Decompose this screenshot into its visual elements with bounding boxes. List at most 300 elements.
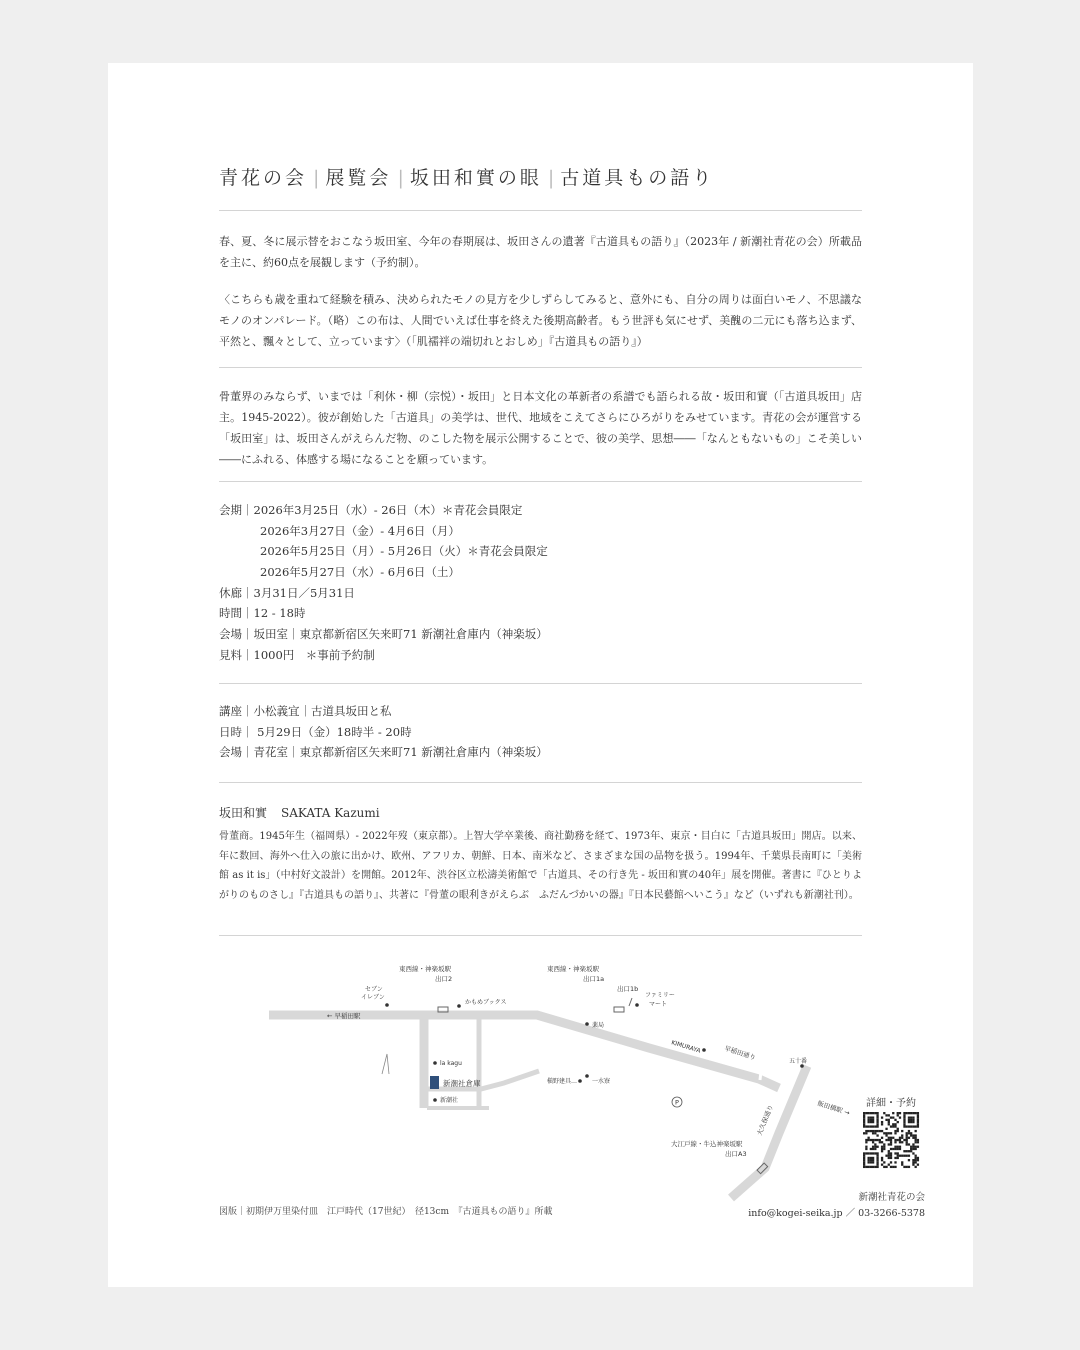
qr-module (867, 1119, 869, 1121)
qr-module (910, 1150, 912, 1152)
marker-dot (585, 1074, 589, 1078)
qr-module (897, 1148, 899, 1150)
qr-module (876, 1116, 878, 1118)
qr-module (901, 1141, 903, 1143)
qr-module (917, 1114, 919, 1116)
qr-code[interactable] (863, 1112, 919, 1168)
qr-module (906, 1143, 908, 1145)
schedule-venue: 会場｜坂田室｜東京都新宿区矢来町71 新潮社倉庫内（神楽坂） (219, 627, 548, 642)
qr-module (901, 1130, 903, 1132)
qr-module (906, 1139, 908, 1141)
qr-module (892, 1125, 894, 1127)
qr-module (908, 1132, 910, 1134)
qr-module (890, 1148, 892, 1150)
qr-module (899, 1116, 901, 1118)
qr-module (912, 1137, 914, 1139)
schedule-hours: 時間｜12 - 18時 (219, 606, 306, 621)
qr-module (881, 1121, 883, 1123)
qr-module (867, 1152, 869, 1154)
qr-module (908, 1159, 910, 1161)
qr-module (872, 1161, 874, 1163)
qr-module (915, 1130, 917, 1132)
qr-module (867, 1121, 869, 1123)
qr-module (894, 1119, 896, 1121)
qr-module (863, 1166, 865, 1168)
qr-module (915, 1146, 917, 1148)
bio-text: 骨董商。1945年生（福岡県）- 2022年歿（東京都）。上智大学卒業後、商社勤務を経て、1973年、東京・目白に「古道具坂田」開店。以来、年に数回、海外へ仕入の旅に出かけ、欧州、アフリカ、朝鮮、日本、南米など、さまざまな国の品物を扱う。1994年、千葉県長南町に「美術館 as it is」（中村好文設計）を開館。2012年、渋谷区立松濤美術館で「古道具、その行き先 - 坂田和實の40年」展を開催。著書に『ひとりよがりのものさし』『古道具もの語り』、共著に『骨董の眼利きがえらぶ ふだんづかいの器』『日本民藝館へいこう』など（いずれも新潮社刊）。 (219, 831, 862, 901)
qr-module (870, 1148, 872, 1150)
qr-module (867, 1112, 869, 1114)
qr-module (870, 1130, 872, 1132)
marker-dot (702, 1048, 706, 1052)
qr-module (867, 1116, 869, 1118)
marker-dot (433, 1061, 437, 1065)
qr-module (912, 1134, 914, 1136)
qr-module (888, 1157, 890, 1159)
qr-module (874, 1143, 876, 1145)
qr-module (881, 1137, 883, 1139)
qr-module (870, 1159, 872, 1161)
qr-module (872, 1125, 874, 1127)
qr-module (899, 1141, 901, 1143)
qr-module (876, 1121, 878, 1123)
qr-module (899, 1148, 901, 1150)
qr-module (903, 1114, 905, 1116)
qr-module (888, 1121, 890, 1123)
qr-module (910, 1112, 912, 1114)
qr-module (872, 1139, 874, 1141)
qr-module (917, 1139, 919, 1141)
qr-module (903, 1112, 905, 1114)
qr-module (915, 1166, 917, 1168)
qr-module (906, 1132, 908, 1134)
qr-module (865, 1132, 867, 1134)
qr-module (885, 1128, 887, 1130)
schedule-closed: 休廊｜3月31日／5月31日 (219, 585, 355, 600)
qr-module (876, 1155, 878, 1157)
qr-module (897, 1130, 899, 1132)
intro-paragraph: 春、夏、冬に展示替をおこなう坂田室、今年の春期展は、坂田さんの遺著『古道具もの語り』（2023年 / 新潮社青花の会）所載品を主に、約60点を展観します（予約制）。 (219, 235, 862, 269)
qr-module (901, 1161, 903, 1163)
qr-module (865, 1139, 867, 1141)
map-kamome: かもめブックス (465, 999, 507, 1006)
qr-module (899, 1139, 901, 1141)
qr-module (867, 1166, 869, 1168)
map-family-l2: マート (649, 1001, 668, 1008)
map-okubo-street: 大久保通り (755, 1103, 776, 1137)
qr-module (910, 1121, 912, 1123)
schedule-period-1: 会期｜2026年3月25日（水）- 26日（木）＊青花会員限定 (219, 503, 523, 517)
qr-module (912, 1119, 914, 1121)
qr-module (872, 1152, 874, 1154)
qr-module (917, 1146, 919, 1148)
qr-module (876, 1125, 878, 1127)
station-entrance-icon (614, 1007, 624, 1012)
qr-module (867, 1130, 869, 1132)
qr-module (915, 1139, 917, 1141)
map-seven-l1: セブン (365, 986, 383, 993)
qr-module (863, 1116, 865, 1118)
qr-module (897, 1146, 899, 1148)
map-waseda-station: ← 早稲田駅 (327, 1012, 361, 1020)
map-station2-exit1b: 出口1b (617, 985, 639, 993)
qr-module (917, 1164, 919, 1166)
map-kimuraya: KIMURAYA (670, 1039, 702, 1055)
qr-module (863, 1159, 865, 1161)
qr-module (897, 1128, 899, 1130)
map-station1-exit: 出口2 (435, 975, 453, 983)
map-seven-l2: イレブン (361, 994, 385, 1001)
qr-module (881, 1150, 883, 1152)
qr-module (899, 1137, 901, 1139)
qr-module (908, 1155, 910, 1157)
qr-module (888, 1114, 890, 1116)
qr-module (910, 1134, 912, 1136)
map-station2-exit1a: 出口1a (583, 975, 605, 983)
qr-module (910, 1125, 912, 1127)
qr-module (908, 1150, 910, 1152)
bio-name-ja: 坂田和實 (219, 806, 268, 820)
qr-module (872, 1141, 874, 1143)
qr-module (888, 1155, 890, 1157)
qr-module (879, 1130, 881, 1132)
qr-module (876, 1164, 878, 1166)
qr-module (872, 1119, 874, 1121)
qr-module (910, 1119, 912, 1121)
qr-module (897, 1112, 899, 1114)
qr-module (894, 1132, 896, 1134)
qr-module (876, 1112, 878, 1114)
qr-module (874, 1152, 876, 1154)
contact-block (748, 1190, 925, 1222)
quote-paragraph: 〈こちらも歳を重ねて経験を積み、決められたモノの見方を少しずらしてみると、意外にも、自分の周りは面白いモノ、不思議なモノのオンパレード。（略）この布は、人間でいえば仕事を終えた後期高齢者。もう世評も気にせず、美醜の二元にも落ち込まず、平然と、飄々として、立っています〉（「肌襦袢の端切れとおしめ」『古道具もの語り』） (219, 293, 862, 348)
bio-name-en: SAKATA Kazumi (281, 806, 380, 820)
qr-module (863, 1164, 865, 1166)
qr-module (892, 1148, 894, 1150)
qr-module (865, 1166, 867, 1168)
qr-module (903, 1166, 905, 1168)
map-iidabashi: 飯田橋駅 → (816, 1099, 851, 1118)
map-suien: 一水寮 (592, 1078, 611, 1085)
qr-module (897, 1152, 899, 1154)
qr-module (908, 1130, 910, 1132)
qr-module (872, 1116, 874, 1118)
marker-dot (635, 1003, 639, 1007)
qr-module (863, 1112, 865, 1114)
qr-module (890, 1125, 892, 1127)
qr-module (863, 1123, 865, 1125)
qr-module (912, 1125, 914, 1127)
map-pharmacy: 薬局 (592, 1022, 605, 1029)
schedule-period-3: 2026年5月25日（月）- 5月26日（火）＊青花会員限定 (260, 544, 548, 559)
qr-module (865, 1148, 867, 1150)
qr-module (888, 1132, 890, 1134)
qr-module (908, 1112, 910, 1114)
qr-module (908, 1137, 910, 1139)
qr-module (876, 1146, 878, 1148)
qr-module (915, 1161, 917, 1163)
qr-module (870, 1119, 872, 1121)
qr-module (906, 1166, 908, 1168)
qr-module (876, 1139, 878, 1141)
qr-module (890, 1155, 892, 1157)
qr-module (888, 1152, 890, 1154)
map-family-l1: ファミリー (645, 992, 675, 999)
qr-module (890, 1137, 892, 1139)
qr-module (890, 1132, 892, 1134)
figure-caption: 図版｜初期伊万里染付皿 江戸時代（17世紀） 径13cm 『古道具もの語り』所載 (219, 1207, 553, 1217)
qr-module (888, 1139, 890, 1141)
qr-module (892, 1166, 894, 1168)
qr-module (894, 1161, 896, 1163)
north-arrow-icon (382, 1054, 389, 1074)
qr-module (874, 1146, 876, 1148)
qr-module (865, 1146, 867, 1148)
qr-module (903, 1123, 905, 1125)
marker-dot (433, 1098, 437, 1102)
page-title: 青花の会 | 展覧会 | 坂田和實の眼 | 古道具もの語り (219, 167, 715, 189)
qr-module (883, 1132, 885, 1134)
divider (219, 210, 862, 211)
qr-module (912, 1148, 914, 1150)
qr-module (867, 1159, 869, 1161)
qr-module (876, 1123, 878, 1125)
schedule-period-2: 2026年3月27日（金）- 4月6日（月） (260, 523, 460, 538)
qr-module (867, 1157, 869, 1159)
qr-module (883, 1166, 885, 1168)
warehouse-icon (430, 1076, 439, 1089)
map-warehouse-label: 新潮社倉庫 (443, 1079, 481, 1088)
qr-module (894, 1125, 896, 1127)
qr-module (901, 1155, 903, 1157)
qr-module (874, 1139, 876, 1141)
map-tsukino: 槇野建具… (547, 1078, 578, 1085)
qr-module (912, 1121, 914, 1123)
qr-module (897, 1121, 899, 1123)
qr-module (906, 1112, 908, 1114)
divider (219, 683, 862, 684)
qr-module (894, 1166, 896, 1168)
contact-info: info@kogei-seika.jp ／ 03-3266-5378 (748, 1208, 925, 1219)
qr-module (903, 1116, 905, 1118)
qr-module (863, 1152, 865, 1154)
qr-module (897, 1139, 899, 1141)
lecture-venue: 会場｜青花室｜東京都新宿区矢来町71 新潮社倉庫内（神楽坂） (219, 745, 548, 760)
qr-module (917, 1159, 919, 1161)
divider (219, 935, 862, 936)
qr-module (890, 1141, 892, 1143)
map-oedo-exit: 出口A3 (725, 1150, 747, 1158)
qr-module (917, 1157, 919, 1159)
qr-module (863, 1119, 865, 1121)
qr-module (903, 1119, 905, 1121)
qr-module (908, 1143, 910, 1145)
lecture-datetime: 日時｜ 5月29日（金）18時半 - 20時 (219, 724, 412, 739)
qr-module (865, 1112, 867, 1114)
qr-module (901, 1137, 903, 1139)
qr-module (894, 1146, 896, 1148)
qr-module (906, 1137, 908, 1139)
qr-module (876, 1157, 878, 1159)
qr-module (892, 1137, 894, 1139)
qr-module (883, 1112, 885, 1114)
qr-module (917, 1119, 919, 1121)
qr-module (915, 1155, 917, 1157)
title-part-4: 古道具もの語り (560, 167, 715, 189)
qr-module (870, 1116, 872, 1118)
qr-module (876, 1161, 878, 1163)
qr-module (912, 1143, 914, 1145)
qr-module (874, 1132, 876, 1134)
qr-module (879, 1141, 881, 1143)
map-shinchosha: 新潮社 (440, 1097, 459, 1104)
qr-module (906, 1155, 908, 1157)
qr-module (863, 1155, 865, 1157)
qr-module (870, 1166, 872, 1168)
schedule-block (219, 500, 548, 666)
qr-module (906, 1141, 908, 1143)
lecture-block (219, 701, 548, 763)
qr-module (903, 1155, 905, 1157)
qr-module (894, 1157, 896, 1159)
qr-module (908, 1125, 910, 1127)
qr-module (908, 1166, 910, 1168)
qr-module (888, 1137, 890, 1139)
qr-module (881, 1157, 883, 1159)
qr-module (910, 1132, 912, 1134)
marker-dot (385, 1003, 389, 1007)
qr-module (874, 1130, 876, 1132)
qr-module (915, 1157, 917, 1159)
organization-name: 新潮社青花の会 (858, 1192, 925, 1203)
qr-module (867, 1139, 869, 1141)
qr-module (912, 1112, 914, 1114)
qr-module (894, 1139, 896, 1141)
qr-module (912, 1161, 914, 1163)
qr-module (874, 1112, 876, 1114)
qr-module (876, 1130, 878, 1132)
qr-module (881, 1116, 883, 1118)
qr-module (876, 1114, 878, 1116)
qr-module (888, 1150, 890, 1152)
qr-module (890, 1161, 892, 1163)
qr-module (915, 1112, 917, 1114)
qr-module (915, 1137, 917, 1139)
qr-label: 詳細・予約 (866, 1098, 916, 1109)
qr-module (870, 1121, 872, 1123)
map-oedo-line: 大江戸線・牛込神楽坂駅 (671, 1140, 743, 1148)
qr-module (863, 1161, 865, 1163)
poster-sheet (108, 63, 973, 1287)
qr-module (912, 1146, 914, 1148)
qr-module (917, 1141, 919, 1143)
qr-module (885, 1119, 887, 1121)
map-waseda-street: 早稲田通り (723, 1044, 757, 1062)
qr-module (910, 1116, 912, 1118)
qr-module (883, 1148, 885, 1150)
qr-module (881, 1164, 883, 1166)
qr-module (910, 1146, 912, 1148)
qr-module (888, 1143, 890, 1145)
qr-module (872, 1166, 874, 1168)
qr-module (903, 1121, 905, 1123)
qr-module (899, 1155, 901, 1157)
qr-module (915, 1159, 917, 1161)
marker-dot (585, 1022, 589, 1026)
map-station1-line: 東西線・神楽坂駅 (399, 965, 451, 973)
qr-module (888, 1119, 890, 1121)
title-part-1: 青花の会 (219, 167, 308, 189)
qr-module (876, 1166, 878, 1168)
map-roads (269, 1015, 807, 1198)
qr-module (908, 1119, 910, 1121)
qr-module (897, 1157, 899, 1159)
qr-module (903, 1150, 905, 1152)
lecture-title: 講座｜小松義宜｜古道具坂田と私 (219, 704, 392, 718)
qr-module (872, 1121, 874, 1123)
map-gojuban: 五十番 (789, 1058, 808, 1065)
access-map (219, 958, 851, 1203)
title-part-2: 展覧会 (325, 167, 392, 189)
qr-module (917, 1123, 919, 1125)
qr-module (915, 1141, 917, 1143)
qr-module (890, 1166, 892, 1168)
qr-module (872, 1130, 874, 1132)
qr-module (874, 1148, 876, 1150)
qr-module (901, 1164, 903, 1166)
qr-module (894, 1130, 896, 1132)
qr-module (897, 1114, 899, 1116)
bio-heading (219, 804, 380, 821)
qr-module (870, 1157, 872, 1159)
qr-module (874, 1125, 876, 1127)
qr-module (899, 1146, 901, 1148)
qr-module (894, 1148, 896, 1150)
qr-module (894, 1141, 896, 1143)
qr-module (863, 1132, 865, 1134)
qr-module (890, 1157, 892, 1159)
qr-module (881, 1130, 883, 1132)
qr-module (872, 1112, 874, 1114)
qr-module (872, 1132, 874, 1134)
qr-module (908, 1121, 910, 1123)
qr-module (885, 1166, 887, 1168)
qr-module (881, 1146, 883, 1148)
parking-label: P (675, 1098, 679, 1107)
qr-module (917, 1121, 919, 1123)
qr-module (881, 1159, 883, 1161)
qr-module (867, 1161, 869, 1163)
qr-module (867, 1125, 869, 1127)
qr-module (872, 1159, 874, 1161)
qr-module (867, 1137, 869, 1139)
qr-module (899, 1112, 901, 1114)
qr-module (906, 1134, 908, 1136)
qr-module (915, 1125, 917, 1127)
qr-module (865, 1141, 867, 1143)
qr-module (903, 1125, 905, 1127)
qr-module (897, 1155, 899, 1157)
schedule-period-4: 2026年5月27日（水）- 6月6日（土） (260, 565, 460, 580)
qr-module (870, 1139, 872, 1141)
qr-module (874, 1166, 876, 1168)
qr-module (863, 1157, 865, 1159)
qr-module (872, 1146, 874, 1148)
description-paragraph: 骨董界のみならず、いまでは「利休・柳（宗悦）・坂田」と日本文化の革新者の系譜でも語られる故・坂田和實（「古道具坂田」店主。1945-2022）。彼が創始した「古道具」の美学は、世代、地域をこえてさらにひろがりをみせています。青花の会が運営する「坂田室」は、坂田さんがえらんだ物、のこした物を展示公開することで、彼の美学、思想――「なんともないもの」こそ美しい――にふれる、体感する場になることを願っています。 (219, 390, 862, 466)
qr-module (892, 1116, 894, 1118)
qr-module (881, 1141, 883, 1143)
qr-module (863, 1121, 865, 1123)
